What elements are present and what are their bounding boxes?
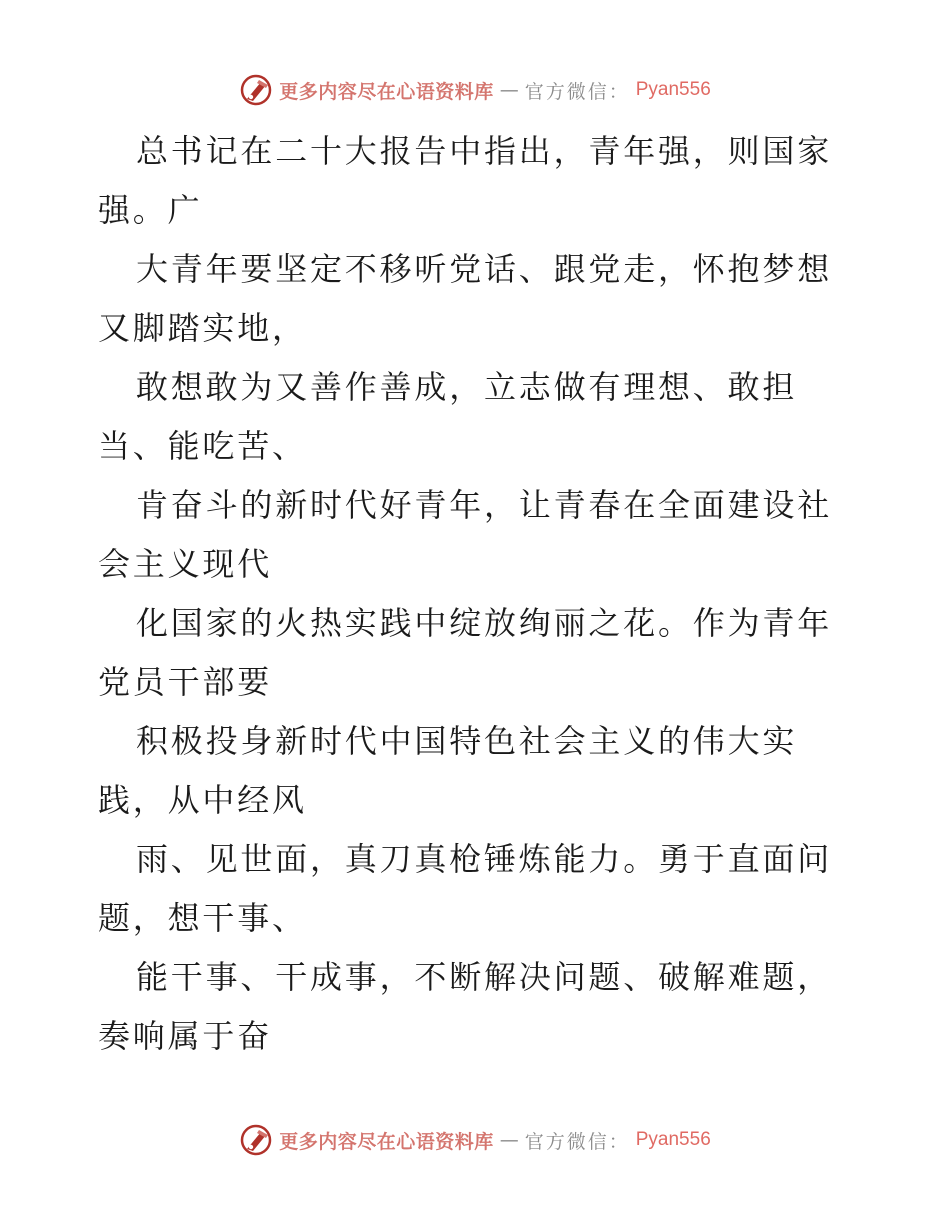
paragraph: 积极投身新时代中国特色社会主义的伟大实践，从中经风: [98, 722, 798, 819]
paragraph: 能干事、干成事，不断解决问题、破解难题，奏响属于奋: [98, 958, 833, 1055]
wechat-id: Pyan556: [635, 1129, 711, 1150]
paragraph: 敢想敢为又善作善成，立志做有理想、敢担当、能吃苦、: [98, 368, 798, 465]
pen-nib-logo-icon: [239, 73, 273, 107]
brand-text: 更多内容尽在心语资料库: [279, 1130, 494, 1153]
paragraph: 化国家的火热实践中绽放绚丽之花。作为青年党员干部要: [98, 604, 833, 701]
header-watermark: [0, 70, 950, 110]
brand-text: 更多内容尽在心语资料库: [279, 80, 494, 103]
banner-dash: —: [499, 1129, 519, 1151]
document-body: [98, 122, 858, 1066]
banner-dash: —: [499, 79, 519, 101]
footer-watermark: [0, 1120, 950, 1160]
paragraph: 雨、见世面，真刀真枪锤炼能力。勇于直面问题，想干事、: [98, 840, 833, 937]
wechat-id: Pyan556: [635, 79, 711, 100]
paragraph: 大青年要坚定不移听党话、跟党走，怀抱梦想又脚踏实地，: [98, 250, 833, 347]
paragraph: 总书记在二十大报告中指出，青年强，则国家强。广: [98, 132, 833, 229]
official-wechat-label: 官方微信：: [524, 1130, 630, 1153]
official-wechat-label: 官方微信：: [524, 80, 630, 103]
pen-nib-logo-icon: [239, 1123, 273, 1157]
paragraph: 肯奋斗的新时代好青年，让青春在全面建设社会主义现代: [98, 486, 833, 583]
